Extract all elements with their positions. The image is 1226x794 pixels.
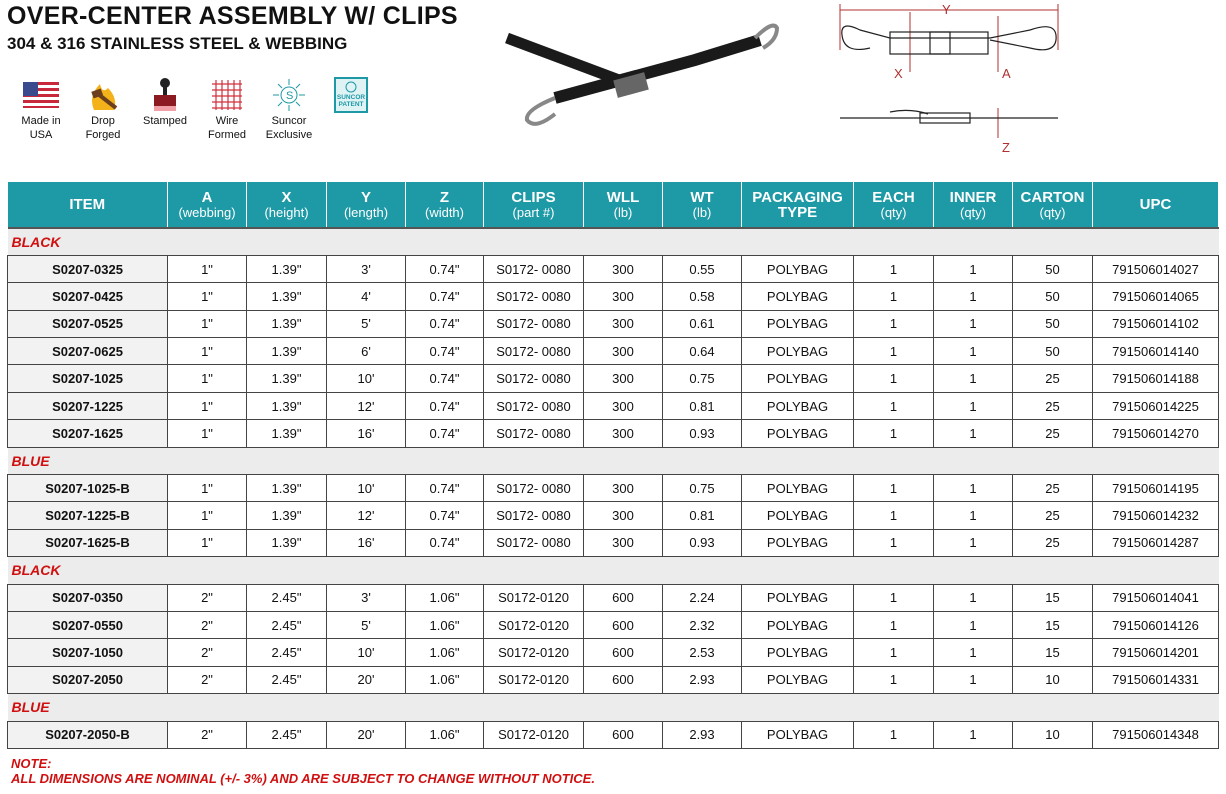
table-cell: 5' <box>327 310 406 337</box>
table-cell: POLYBAG <box>742 611 854 638</box>
table-cell: POLYBAG <box>742 310 854 337</box>
table-cell: S0172-0120 <box>484 611 584 638</box>
column-header <box>168 182 247 228</box>
table-cell: S0172- 0080 <box>484 392 584 419</box>
feature-label: Suncor <box>271 115 307 127</box>
table-cell: 300 <box>584 365 663 392</box>
item-cell: S0207-2050 <box>8 666 168 693</box>
column-title: EACH <box>872 188 915 206</box>
table-cell: 600 <box>584 611 663 638</box>
table-cell: 1.39" <box>247 255 327 282</box>
table-cell: 0.58 <box>663 283 742 310</box>
table-cell: 3' <box>327 584 406 611</box>
group-label: BLACK <box>8 557 1219 584</box>
table-cell: 1 <box>854 475 934 502</box>
table-cell: 4' <box>327 283 406 310</box>
table-cell: 1.39" <box>247 392 327 419</box>
column-subtitle: (webbing) <box>178 204 236 220</box>
column-subtitle: (part #) <box>512 204 555 220</box>
item-cell: S0207-0325 <box>8 255 168 282</box>
table-cell: 600 <box>584 584 663 611</box>
column-title: Z <box>439 188 450 206</box>
feature-suncor-exclusive <box>258 76 320 142</box>
table-cell: 5' <box>327 611 406 638</box>
table-cell: 300 <box>584 255 663 282</box>
table-cell: 15 <box>1013 639 1093 666</box>
table-cell: 791506014195 <box>1093 475 1219 502</box>
group-label: BLUE <box>8 447 1219 474</box>
column-title: WT <box>690 188 714 206</box>
table-cell: 1 <box>934 283 1013 310</box>
table-cell: 25 <box>1013 392 1093 419</box>
table-cell: 0.81 <box>663 392 742 419</box>
table-cell: 1 <box>854 666 934 693</box>
feature-wire-formed <box>196 76 258 142</box>
column-header <box>934 182 1013 228</box>
a-dimension-label: A <box>1002 66 1011 81</box>
column-header <box>484 182 584 228</box>
table-cell: 1 <box>854 420 934 447</box>
table-cell: 1.06" <box>406 639 484 666</box>
table-cell: 1 <box>934 475 1013 502</box>
x-dimension-label: X <box>894 66 903 81</box>
table-cell: 0.74" <box>406 420 484 447</box>
item-cell: S0207-1225 <box>8 392 168 419</box>
table-cell: 1 <box>854 611 934 638</box>
table-cell: POLYBAG <box>742 475 854 502</box>
table-cell: 1" <box>168 392 247 419</box>
table-cell: 600 <box>584 666 663 693</box>
table-cell: 10' <box>327 475 406 502</box>
table-cell: 16' <box>327 529 406 556</box>
table-cell: POLYBAG <box>742 255 854 282</box>
footnote <box>11 756 595 786</box>
column-title: WLL <box>606 188 640 206</box>
table-cell: 1 <box>934 420 1013 447</box>
table-cell: 1 <box>934 584 1013 611</box>
note-label: NOTE: <box>11 756 52 771</box>
table-cell: 25 <box>1013 529 1093 556</box>
table-cell: 1 <box>934 365 1013 392</box>
group-row <box>8 228 1219 255</box>
table-row <box>8 666 1219 693</box>
table-cell: 2.93 <box>663 666 742 693</box>
column-subtitle: (lb) <box>613 204 633 220</box>
table-cell: POLYBAG <box>742 584 854 611</box>
column-title: Y <box>360 188 371 206</box>
column-header <box>327 182 406 228</box>
table-cell: 1 <box>934 338 1013 365</box>
feature-label: Drop <box>91 115 115 127</box>
column-subtitle: (lb) <box>692 204 712 220</box>
column-subtitle: (qty) <box>880 204 907 220</box>
table-cell: POLYBAG <box>742 639 854 666</box>
item-cell: S0207-1225-B <box>8 502 168 529</box>
table-row <box>8 721 1219 748</box>
table-cell: 300 <box>584 338 663 365</box>
table-row <box>8 639 1219 666</box>
z-dimension-label: Z <box>1002 140 1010 155</box>
table-cell: 25 <box>1013 475 1093 502</box>
table-cell: 0.93 <box>663 529 742 556</box>
patent-badge <box>334 77 368 113</box>
table-cell: S0172- 0080 <box>484 365 584 392</box>
table-cell: POLYBAG <box>742 502 854 529</box>
table-cell: 0.81 <box>663 502 742 529</box>
table-cell: 1 <box>854 392 934 419</box>
table-cell: 1 <box>854 502 934 529</box>
table-cell: 791506014102 <box>1093 310 1219 337</box>
table-cell: 10' <box>327 365 406 392</box>
feature-label: Forged <box>85 129 121 141</box>
table-cell: 791506014140 <box>1093 338 1219 365</box>
table-row <box>8 365 1219 392</box>
column-subtitle: (width) <box>424 204 464 220</box>
column-header <box>584 182 663 228</box>
item-cell: S0207-1625 <box>8 420 168 447</box>
table-cell: 1 <box>934 255 1013 282</box>
product-spec-table <box>7 182 1219 749</box>
table-cell: 2" <box>168 584 247 611</box>
table-row <box>8 475 1219 502</box>
table-cell: 791506014041 <box>1093 584 1219 611</box>
table-cell: 2" <box>168 611 247 638</box>
table-cell: 1 <box>934 721 1013 748</box>
table-cell: 1 <box>934 666 1013 693</box>
table-cell: 2.24 <box>663 584 742 611</box>
table-cell: 600 <box>584 721 663 748</box>
table-cell: 1 <box>854 721 934 748</box>
suncor-patent-icon <box>320 76 382 114</box>
table-row <box>8 420 1219 447</box>
table-cell: 1" <box>168 338 247 365</box>
table-row <box>8 529 1219 556</box>
table-cell: 1.06" <box>406 666 484 693</box>
table-cell: 2.45" <box>247 639 327 666</box>
table-cell: 10 <box>1013 666 1093 693</box>
table-cell: 791506014232 <box>1093 502 1219 529</box>
column-subtitle: (height) <box>264 204 309 220</box>
note-text: ALL DIMENSIONS ARE NOMINAL (+/- 3%) AND ARE SUBJECT TO CHANGE WITHOUT NOTICE. <box>11 771 595 786</box>
table-row <box>8 502 1219 529</box>
column-title: PACKAGING <box>752 188 843 206</box>
table-cell: 300 <box>584 420 663 447</box>
table-cell: 2.93 <box>663 721 742 748</box>
table-cell: S0172-0120 <box>484 666 584 693</box>
table-cell: 16' <box>327 420 406 447</box>
table-cell: 1.39" <box>247 475 327 502</box>
table-cell: 1.39" <box>247 310 327 337</box>
feature-drop-forged <box>72 76 134 142</box>
table-cell: S0172- 0080 <box>484 502 584 529</box>
item-cell: S0207-2050-B <box>8 721 168 748</box>
table-cell: 600 <box>584 639 663 666</box>
table-cell: 791506014270 <box>1093 420 1219 447</box>
table-cell: 1 <box>854 365 934 392</box>
table-cell: 300 <box>584 502 663 529</box>
column-header <box>8 182 168 228</box>
dimension-diagram <box>830 0 1070 165</box>
usa-flag-icon <box>10 76 72 114</box>
table-cell: 0.74" <box>406 255 484 282</box>
table-cell: 791506014126 <box>1093 611 1219 638</box>
table-cell: S0172- 0080 <box>484 283 584 310</box>
group-row <box>8 557 1219 584</box>
table-cell: 20' <box>327 721 406 748</box>
table-cell: 1 <box>934 639 1013 666</box>
table-cell: 791506014201 <box>1093 639 1219 666</box>
table-cell: S0172-0120 <box>484 584 584 611</box>
product-photo <box>505 18 795 143</box>
table-cell: POLYBAG <box>742 365 854 392</box>
column-subtitle: TYPE <box>777 203 818 221</box>
table-cell: 0.74" <box>406 502 484 529</box>
table-cell: 300 <box>584 475 663 502</box>
group-row <box>8 447 1219 474</box>
page-title: OVER-CENTER ASSEMBLY W/ CLIPS <box>7 2 458 30</box>
table-cell: S0172- 0080 <box>484 475 584 502</box>
table-cell: POLYBAG <box>742 529 854 556</box>
feature-suncor-patent <box>320 76 382 142</box>
feature-label: Made in <box>21 115 61 127</box>
table-cell: 791506014331 <box>1093 666 1219 693</box>
y-dimension-label: Y <box>942 2 951 17</box>
table-cell: 2.45" <box>247 721 327 748</box>
table-cell: 10' <box>327 639 406 666</box>
table-cell: POLYBAG <box>742 721 854 748</box>
table-cell: 1.06" <box>406 584 484 611</box>
feature-label: Exclusive <box>265 129 313 141</box>
table-cell: S0172-0120 <box>484 721 584 748</box>
item-cell: S0207-1050 <box>8 639 168 666</box>
column-title: CARTON <box>1020 188 1085 206</box>
item-cell: S0207-1025 <box>8 365 168 392</box>
column-header <box>854 182 934 228</box>
table-cell: 791506014027 <box>1093 255 1219 282</box>
table-cell: 12' <box>327 502 406 529</box>
table-cell: 2" <box>168 639 247 666</box>
table-cell: 791506014225 <box>1093 392 1219 419</box>
column-title: X <box>281 188 292 206</box>
table-cell: 2.45" <box>247 584 327 611</box>
table-cell: 1.39" <box>247 365 327 392</box>
table-cell: 12' <box>327 392 406 419</box>
table-cell: 1" <box>168 529 247 556</box>
table-cell: 1" <box>168 310 247 337</box>
table-cell: 1.39" <box>247 283 327 310</box>
table-cell: S0172-0120 <box>484 639 584 666</box>
patent-logo-text: SUNCOR PATENT <box>336 94 366 108</box>
table-cell: 0.74" <box>406 475 484 502</box>
item-cell: S0207-0525 <box>8 310 168 337</box>
table-cell: S0172- 0080 <box>484 420 584 447</box>
table-cell: 2" <box>168 721 247 748</box>
feature-made-in-usa <box>10 76 72 142</box>
column-header <box>742 182 854 228</box>
table-cell: POLYBAG <box>742 338 854 365</box>
table-cell: 1 <box>934 502 1013 529</box>
item-cell: S0207-0350 <box>8 584 168 611</box>
table-cell: S0172- 0080 <box>484 255 584 282</box>
table-cell: 300 <box>584 283 663 310</box>
column-subtitle: (qty) <box>960 204 986 220</box>
feature-label: USA <box>29 129 53 141</box>
table-cell: 25 <box>1013 365 1093 392</box>
column-title: UPC <box>1139 196 1172 213</box>
table-cell: 1 <box>854 255 934 282</box>
table-cell: 1" <box>168 283 247 310</box>
table-cell: POLYBAG <box>742 283 854 310</box>
table-row <box>8 310 1219 337</box>
column-header <box>1093 182 1219 228</box>
table-cell: 20' <box>327 666 406 693</box>
table-row <box>8 611 1219 638</box>
table-cell: POLYBAG <box>742 666 854 693</box>
table-cell: 1.06" <box>406 721 484 748</box>
table-cell: 1 <box>854 310 934 337</box>
group-label: BLUE <box>8 694 1219 721</box>
table-cell: 300 <box>584 529 663 556</box>
table-cell: 2.45" <box>247 611 327 638</box>
item-cell: S0207-0550 <box>8 611 168 638</box>
table-cell: 25 <box>1013 502 1093 529</box>
table-cell: 1 <box>934 392 1013 419</box>
group-label: BLACK <box>8 228 1219 255</box>
table-row <box>8 338 1219 365</box>
table-cell: S0172- 0080 <box>484 310 584 337</box>
table-cell: 0.55 <box>663 255 742 282</box>
stamp-icon <box>134 76 196 114</box>
table-cell: 1 <box>934 310 1013 337</box>
table-cell: 10 <box>1013 721 1093 748</box>
table-cell: S0172- 0080 <box>484 338 584 365</box>
table-cell: 1.39" <box>247 338 327 365</box>
table-cell: 1 <box>854 584 934 611</box>
table-cell: 0.74" <box>406 365 484 392</box>
table-cell: 1 <box>934 529 1013 556</box>
drop-forged-icon <box>72 76 134 114</box>
table-cell: 0.74" <box>406 310 484 337</box>
table-cell: 15 <box>1013 584 1093 611</box>
table-row <box>8 255 1219 282</box>
table-cell: POLYBAG <box>742 392 854 419</box>
column-title: A <box>201 188 213 206</box>
table-cell: 2.32 <box>663 611 742 638</box>
table-cell: 0.61 <box>663 310 742 337</box>
table-cell: 1" <box>168 502 247 529</box>
item-cell: S0207-0425 <box>8 283 168 310</box>
table-cell: 0.74" <box>406 283 484 310</box>
table-cell: 1 <box>854 338 934 365</box>
table-cell: 50 <box>1013 338 1093 365</box>
table-cell: 15 <box>1013 611 1093 638</box>
table-cell: 50 <box>1013 283 1093 310</box>
wire-formed-icon <box>196 76 258 114</box>
table-cell: 3' <box>327 255 406 282</box>
table-cell: 791506014065 <box>1093 283 1219 310</box>
table-cell: 1" <box>168 475 247 502</box>
page-subtitle: 304 & 316 STAINLESS STEEL & WEBBING <box>7 34 348 53</box>
column-subtitle: (qty) <box>1039 204 1066 220</box>
table-cell: 1.06" <box>406 611 484 638</box>
table-row <box>8 392 1219 419</box>
table-cell: 1" <box>168 255 247 282</box>
table-cell: 1 <box>854 529 934 556</box>
feature-stamped <box>134 76 196 142</box>
item-cell: S0207-1625-B <box>8 529 168 556</box>
table-header-row <box>8 182 1219 228</box>
table-cell: 1" <box>168 365 247 392</box>
table-cell: 2.45" <box>247 666 327 693</box>
table-cell: 1 <box>934 611 1013 638</box>
table-cell: 0.74" <box>406 338 484 365</box>
table-cell: 791506014188 <box>1093 365 1219 392</box>
column-header <box>1013 182 1093 228</box>
column-header <box>247 182 327 228</box>
table-cell: 0.93 <box>663 420 742 447</box>
table-cell: 791506014287 <box>1093 529 1219 556</box>
table-cell: 0.64 <box>663 338 742 365</box>
column-subtitle: (length) <box>343 204 389 220</box>
table-cell: 0.74" <box>406 392 484 419</box>
table-cell: S0172- 0080 <box>484 529 584 556</box>
item-cell: S0207-1025-B <box>8 475 168 502</box>
table-cell: 1.39" <box>247 529 327 556</box>
item-cell: S0207-0625 <box>8 338 168 365</box>
table-cell: 1.39" <box>247 420 327 447</box>
column-title: INNER <box>949 188 997 206</box>
table-cell: 1" <box>168 420 247 447</box>
feature-label: Formed <box>208 129 246 141</box>
table-cell: 1.39" <box>247 502 327 529</box>
table-cell: 6' <box>327 338 406 365</box>
table-row <box>8 584 1219 611</box>
svg-text:S: S <box>286 90 294 102</box>
table-cell: 791506014348 <box>1093 721 1219 748</box>
table-cell: 2" <box>168 666 247 693</box>
table-cell: 25 <box>1013 420 1093 447</box>
table-cell: POLYBAG <box>742 420 854 447</box>
column-header <box>406 182 484 228</box>
table-row <box>8 283 1219 310</box>
table-cell: 0.75 <box>663 475 742 502</box>
feature-label: Wire <box>215 115 239 127</box>
feature-icons <box>10 76 382 142</box>
table-cell: 2.53 <box>663 639 742 666</box>
table-cell: 0.74" <box>406 529 484 556</box>
table-cell: 1 <box>854 639 934 666</box>
table-cell: 0.75 <box>663 365 742 392</box>
table-cell: 1 <box>854 283 934 310</box>
column-title: CLIPS <box>511 188 556 206</box>
column-header <box>663 182 742 228</box>
table-cell: 300 <box>584 310 663 337</box>
table-cell: 300 <box>584 392 663 419</box>
group-row <box>8 694 1219 721</box>
column-title: ITEM <box>69 196 106 213</box>
table-cell: 50 <box>1013 310 1093 337</box>
suncor-sun-icon <box>258 76 320 114</box>
table-cell: 50 <box>1013 255 1093 282</box>
feature-label: Stamped <box>142 115 188 127</box>
